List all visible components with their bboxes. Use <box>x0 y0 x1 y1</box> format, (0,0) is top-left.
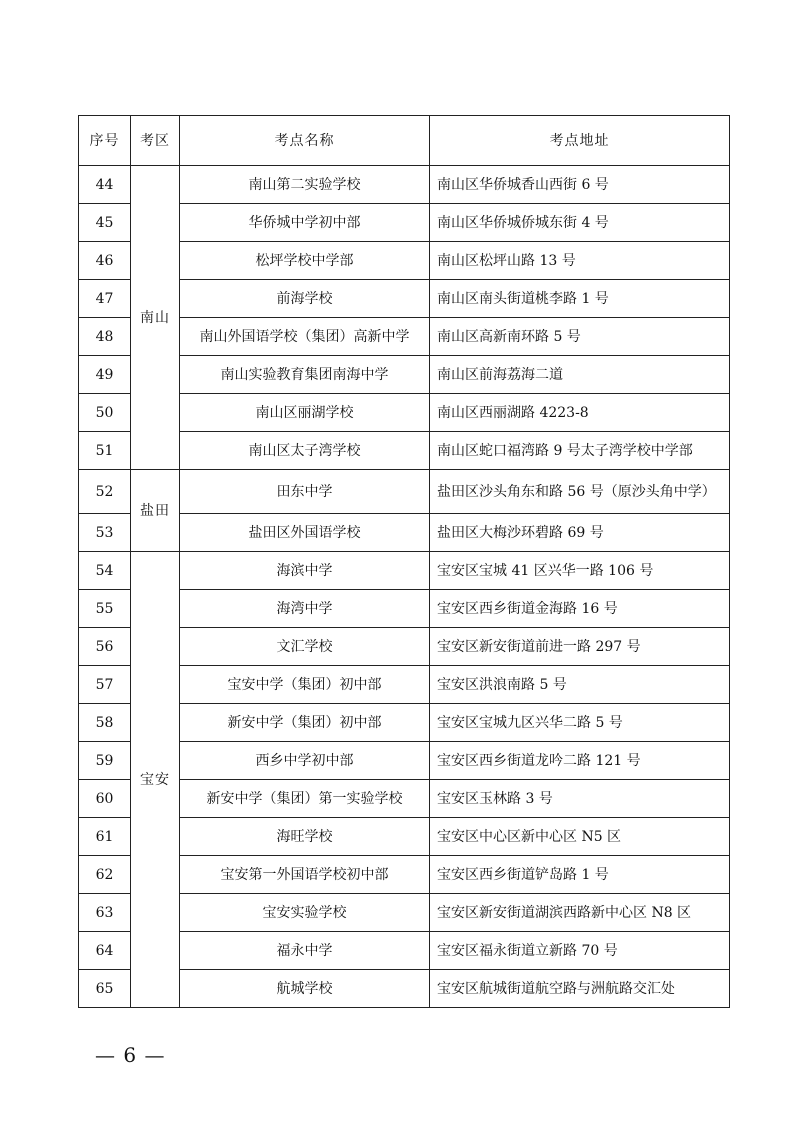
venue-address: 盐田区大梅沙环碧路 69 号 <box>430 514 730 552</box>
venue-name: 宝安第一外国语学校初中部 <box>180 856 430 894</box>
row-seq: 46 <box>79 242 131 280</box>
table-row <box>79 166 730 204</box>
row-seq: 65 <box>79 970 131 1008</box>
venue-address: 宝安区宝城 41 区兴华一路 106 号 <box>430 552 730 590</box>
venue-address: 宝安区中心区新中心区 N5 区 <box>430 818 730 856</box>
venue-address: 宝安区西乡街道铲岛路 1 号 <box>430 856 730 894</box>
venue-address: 南山区南头街道桃李路 1 号 <box>430 280 730 318</box>
row-seq: 50 <box>79 394 131 432</box>
table-header-row <box>79 116 730 166</box>
venue-address: 南山区前海荔海二道 <box>430 356 730 394</box>
row-seq: 59 <box>79 742 131 780</box>
row-seq: 45 <box>79 204 131 242</box>
venue-name: 前海学校 <box>180 280 430 318</box>
venue-address: 宝安区宝城九区兴华二路 5 号 <box>430 704 730 742</box>
exam-venue-table-container <box>78 115 730 1008</box>
venue-address: 南山区蛇口福湾路 9 号太子湾学校中学部 <box>430 432 730 470</box>
venue-address: 宝安区航城街道航空路与洲航路交汇处 <box>430 970 730 1008</box>
header-venue-address: 考点地址 <box>430 116 730 166</box>
exam-venue-table <box>78 115 730 1008</box>
venue-address: 宝安区西乡街道金海路 16 号 <box>430 590 730 628</box>
venue-name: 海滨中学 <box>180 552 430 590</box>
row-seq: 49 <box>79 356 131 394</box>
venue-address: 南山区华侨城香山西街 6 号 <box>430 166 730 204</box>
venue-name: 福永中学 <box>180 932 430 970</box>
venue-name: 田东中学 <box>180 470 430 514</box>
venue-address: 宝安区新安街道前进一路 297 号 <box>430 628 730 666</box>
row-seq: 54 <box>79 552 131 590</box>
header-seq: 序号 <box>79 116 131 166</box>
venue-name: 宝安实验学校 <box>180 894 430 932</box>
venue-name: 南山区丽湖学校 <box>180 394 430 432</box>
venue-name: 新安中学（集团）初中部 <box>180 704 430 742</box>
row-seq: 60 <box>79 780 131 818</box>
district-cell-nanshan: 南山 <box>131 166 180 470</box>
venue-name: 南山外国语学校（集团）高新中学 <box>180 318 430 356</box>
header-venue-name: 考点名称 <box>180 116 430 166</box>
row-seq: 44 <box>79 166 131 204</box>
venue-name: 海湾中学 <box>180 590 430 628</box>
row-seq: 53 <box>79 514 131 552</box>
row-seq: 62 <box>79 856 131 894</box>
venue-name: 西乡中学初中部 <box>180 742 430 780</box>
venue-address: 南山区华侨城侨城东街 4 号 <box>430 204 730 242</box>
venue-address: 南山区西丽湖路 4223-8 <box>430 394 730 432</box>
row-seq: 48 <box>79 318 131 356</box>
venue-name: 华侨城中学初中部 <box>180 204 430 242</box>
venue-address: 宝安区洪浪南路 5 号 <box>430 666 730 704</box>
row-seq: 56 <box>79 628 131 666</box>
venue-name: 宝安中学（集团）初中部 <box>180 666 430 704</box>
district-cell-baoan: 宝安 <box>131 552 180 1008</box>
venue-name: 新安中学（集团）第一实验学校 <box>180 780 430 818</box>
venue-address: 宝安区新安街道湖滨西路新中心区 N8 区 <box>430 894 730 932</box>
venue-name: 盐田区外国语学校 <box>180 514 430 552</box>
table-row <box>79 552 730 590</box>
venue-name: 南山区太子湾学校 <box>180 432 430 470</box>
venue-address: 盐田区沙头角东和路 56 号（原沙头角中学） <box>430 470 730 514</box>
row-seq: 63 <box>79 894 131 932</box>
venue-address: 南山区松坪山路 13 号 <box>430 242 730 280</box>
venue-address: 南山区高新南环路 5 号 <box>430 318 730 356</box>
row-seq: 55 <box>79 590 131 628</box>
venue-name: 南山第二实验学校 <box>180 166 430 204</box>
venue-name: 文汇学校 <box>180 628 430 666</box>
header-district: 考区 <box>131 116 180 166</box>
venue-name: 航城学校 <box>180 970 430 1008</box>
table-row <box>79 470 730 514</box>
venue-address: 宝安区西乡街道龙吟二路 121 号 <box>430 742 730 780</box>
page-number: — 6 — <box>95 1043 166 1067</box>
venue-name: 南山实验教育集团南海中学 <box>180 356 430 394</box>
district-cell-yantian: 盐田 <box>131 470 180 552</box>
row-seq: 52 <box>79 470 131 514</box>
venue-address: 宝安区福永街道立新路 70 号 <box>430 932 730 970</box>
row-seq: 61 <box>79 818 131 856</box>
row-seq: 58 <box>79 704 131 742</box>
row-seq: 57 <box>79 666 131 704</box>
venue-address: 宝安区玉林路 3 号 <box>430 780 730 818</box>
venue-name: 松坪学校中学部 <box>180 242 430 280</box>
venue-name: 海旺学校 <box>180 818 430 856</box>
row-seq: 51 <box>79 432 131 470</box>
row-seq: 47 <box>79 280 131 318</box>
row-seq: 64 <box>79 932 131 970</box>
